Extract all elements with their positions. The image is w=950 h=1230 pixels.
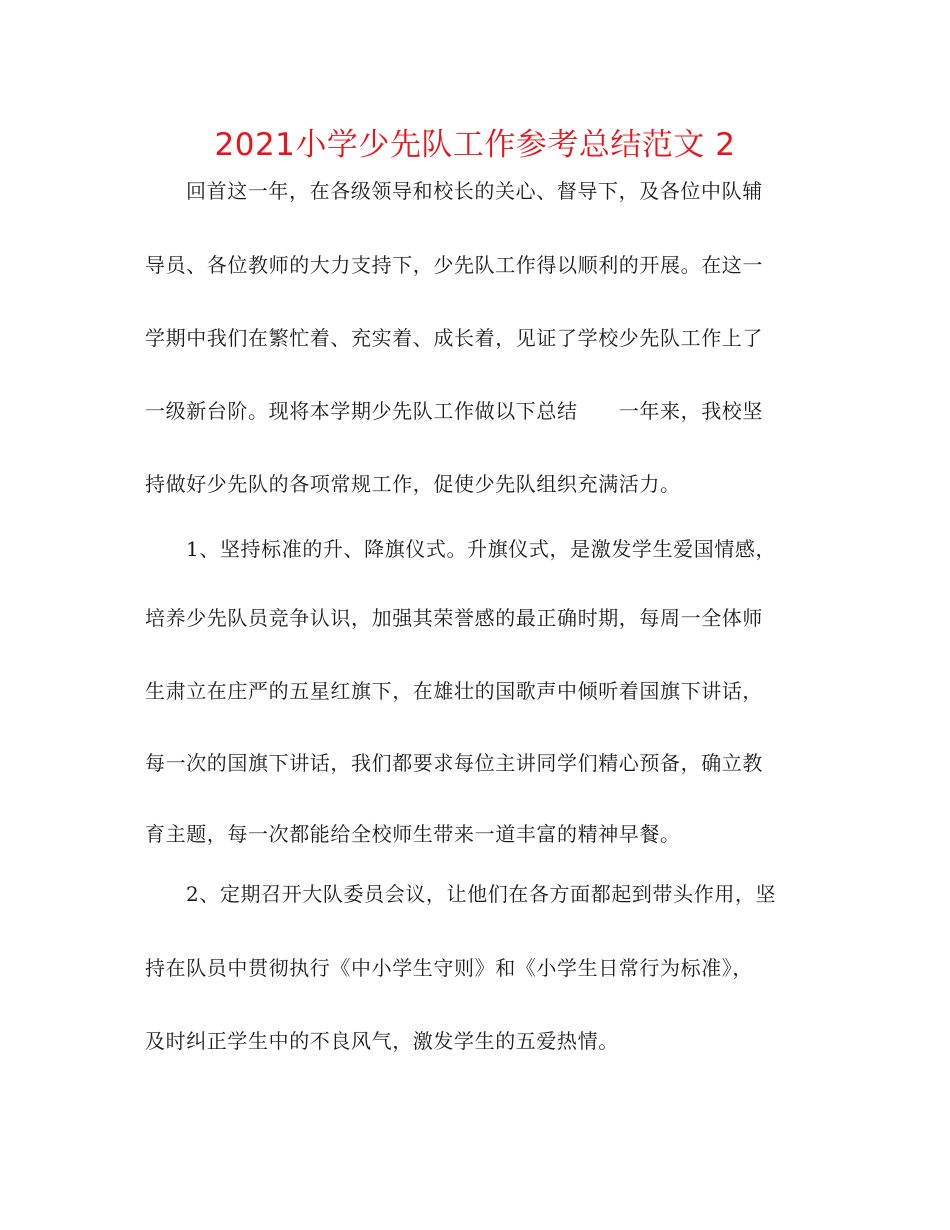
paragraph-1-line-3: 学期中我们在繁忙着、充实着、成长着，见证了学校少先队工作上了 [145,326,763,350]
paragraph-2-line-3: 生肃立在庄严的五星红旗下，在雄壮的国歌声中倾听着国旗下讲话， [145,679,763,703]
paragraph-2-line-4: 每一次的国旗下讲话，我们都要求每位主讲同学们精心预备，确立教 [145,751,763,775]
paragraph-1-line-5: 持做好少先队的各项常规工作，促使少先队组织充满活力。 [145,472,681,496]
paragraph-2-line-1: 1、坚持标准的升、降旗仪式。升旗仪式，是激发学生爱国情感， [186,537,777,561]
paragraph-1-line-4: 一级新台阶。现将本学期少先队工作做以下总结 一年来，我校坚 [145,399,763,423]
paragraph-2-line-5: 育主题，每一次都能给全校师生带来一道丰富的精神早餐。 [145,822,681,846]
paragraph-2-line-2: 培养少先队员竞争认识，加强其荣誉感的最正确时期，每周一全体师 [145,606,763,630]
paragraph-3-line-1: 2、定期召开大队委员会议，让他们在各方面都起到带头作用，坚 [186,882,777,906]
document-title: 2021小学少先队工作参考总结范文 2 [214,127,736,163]
paragraph-3-line-3: 及时纠正学生中的不良风气，激发学生的五爱热情。 [145,1029,619,1053]
paragraph-3-line-2: 持在队员中贯彻执行《中小学生守则》和《小学生日常行为标准》， [145,956,753,980]
paragraph-1-line-1: 回首这一年，在各级领导和校长的关心、督导下，及各位中队辅 [186,179,763,203]
paragraph-1-line-2: 导员、各位教师的大力支持下，少先队工作得以顺利的开展。在这一 [145,253,763,277]
